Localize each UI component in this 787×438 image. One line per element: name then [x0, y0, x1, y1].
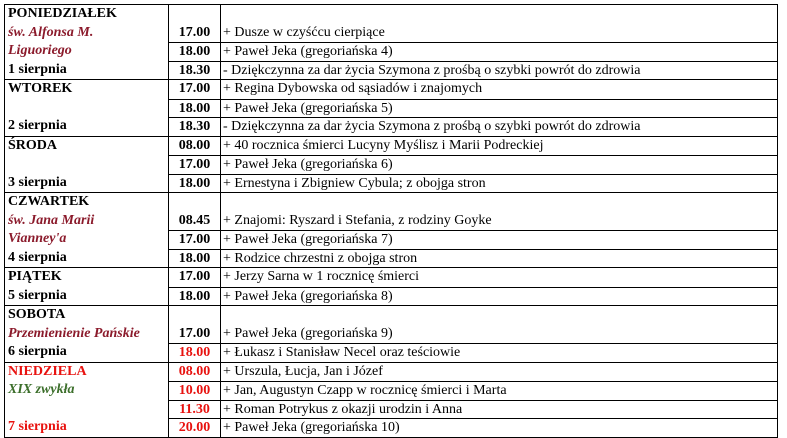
spacer: [221, 193, 777, 212]
day-feast: XIX zwykła: [8, 382, 75, 397]
mass-time: 08.00: [178, 137, 211, 153]
day-row: [5, 80, 778, 137]
day-name: SOBOTA: [8, 307, 66, 322]
day-name: PIĄTEK: [8, 269, 62, 284]
intentions-cell: [221, 362, 778, 437]
mass-schedule-body: [5, 5, 778, 438]
mass-time: 18.30: [169, 117, 220, 136]
mass-time: 18.00: [169, 249, 220, 268]
mass-time: 18.00: [169, 42, 220, 61]
day-date: 1 sierpnia: [8, 61, 67, 77]
day-date: 2 sierpnia: [8, 118, 67, 133]
day-date: 5 sierpnia: [8, 287, 67, 303]
times-cell: [169, 5, 221, 80]
intentions-cell: [221, 306, 778, 363]
spacer: [221, 306, 777, 325]
spacer: [169, 193, 220, 212]
mass-intention: - Dziękczynna za dar życia Szymona z prośbą o szybki powrót do zdrowia: [221, 61, 777, 80]
mass-intention: + Regina Dybowska od sąsiadów i znajomych: [223, 81, 483, 96]
day-feast: Vianney'a: [8, 231, 67, 246]
day-name: NIEDZIELA: [8, 363, 87, 379]
day-date: 7 sierpnia: [8, 419, 67, 434]
intentions-cell: [221, 80, 778, 137]
mass-time: 17.00: [178, 325, 211, 341]
day-row: [5, 136, 778, 193]
intentions-cell: [221, 268, 778, 306]
day-feast: św. Jana Marii: [8, 212, 95, 228]
mass-time: 18.30: [169, 61, 220, 80]
times-cell: [169, 80, 221, 137]
mass-time: 08.00: [178, 363, 211, 379]
day-row: [5, 306, 778, 363]
day-row: [5, 362, 778, 437]
mass-time: 17.00: [169, 230, 220, 249]
day-date: 3 sierpnia: [8, 174, 67, 190]
spacer: [221, 5, 777, 24]
mass-intention: - Dziękczynna za dar życia Szymona z prośbą o szybki powrót do zdrowia: [221, 117, 777, 136]
mass-time: 17.00: [178, 269, 211, 284]
day-cell: [5, 193, 169, 268]
mass-time: 18.00: [169, 174, 220, 193]
mass-time: 20.00: [169, 418, 220, 437]
mass-intention: + Ernestyna i Zbigniew Cybula; z obojga stron: [221, 174, 777, 193]
times-cell: [169, 136, 221, 193]
times-cell: [169, 306, 221, 363]
day-row: [5, 5, 778, 80]
day-feast: Liguoriego: [8, 43, 72, 58]
spacer: [8, 99, 168, 118]
day-row: [5, 193, 778, 268]
times-cell: [169, 193, 221, 268]
mass-intention: + Paweł Jeka (gregoriańska 10): [221, 418, 777, 437]
mass-schedule-table: [4, 4, 778, 438]
day-cell: [5, 5, 169, 80]
mass-intention: + Roman Potrykus z okazji urodzin i Anna: [221, 400, 777, 419]
day-cell: [5, 306, 169, 363]
day-date: 4 sierpnia: [8, 249, 67, 265]
day-row: [5, 268, 778, 306]
mass-intention: + Paweł Jeka (gregoriańska 5): [221, 99, 777, 118]
mass-time: 18.00: [169, 343, 220, 362]
mass-time: 08.45: [178, 212, 211, 228]
mass-time: 18.00: [169, 287, 220, 306]
times-cell: [169, 362, 221, 437]
mass-intention: + Jerzy Sarna w 1 rocznicę śmierci: [223, 269, 420, 284]
day-name: PONIEDZIAŁEK: [8, 6, 117, 21]
mass-intention: + Paweł Jeka (gregoriańska 9): [223, 325, 393, 341]
spacer: [8, 400, 168, 419]
mass-intention: + Paweł Jeka (gregoriańska 7): [221, 230, 777, 249]
day-name: WTOREK: [8, 81, 73, 96]
mass-time: 17.00: [169, 155, 220, 174]
times-cell: [169, 268, 221, 306]
mass-intention: + Łukasz i Stanisław Necel oraz teściowie: [221, 343, 777, 362]
mass-time: 10.00: [169, 381, 220, 400]
day-cell: [5, 136, 169, 193]
day-cell: [5, 362, 169, 437]
day-feast: św. Alfonsa M.: [8, 24, 94, 40]
mass-time: 17.00: [178, 81, 211, 96]
intentions-cell: [221, 5, 778, 80]
spacer: [8, 155, 168, 174]
mass-intention: + 40 rocznica śmierci Lucyny Myślisz i Marii Podreckiej: [223, 137, 544, 153]
mass-intention: + Paweł Jeka (gregoriańska 4): [221, 42, 777, 61]
mass-intention: + Jan, Augustyn Czapp w rocznicę śmierci i Marta: [221, 381, 777, 400]
mass-time: 17.00: [178, 24, 211, 40]
spacer: [169, 306, 220, 325]
intentions-cell: [221, 193, 778, 268]
day-name: CZWARTEK: [8, 194, 90, 209]
spacer: [169, 5, 220, 24]
mass-time: 11.30: [169, 400, 220, 419]
day-name: ŚRODA: [8, 137, 58, 153]
mass-intention: + Dusze w czyśćcu cierpiące: [223, 24, 385, 40]
mass-intention: + Rodzice chrzestni z obojga stron: [221, 249, 777, 268]
mass-intention: + Paweł Jeka (gregoriańska 6): [221, 155, 777, 174]
day-feast: Przemienienie Pańskie: [8, 325, 140, 341]
mass-time: 18.00: [169, 99, 220, 118]
mass-intention: + Urszula, Łucja, Jan i Józef: [223, 363, 383, 379]
intentions-cell: [221, 136, 778, 193]
day-cell: [5, 80, 169, 137]
mass-intention: + Znajomi: Ryszard i Stefania, z rodziny Goyke: [223, 212, 492, 228]
day-date: 6 sierpnia: [8, 344, 67, 359]
mass-intention: + Paweł Jeka (gregoriańska 8): [221, 287, 777, 306]
day-cell: [5, 268, 169, 306]
